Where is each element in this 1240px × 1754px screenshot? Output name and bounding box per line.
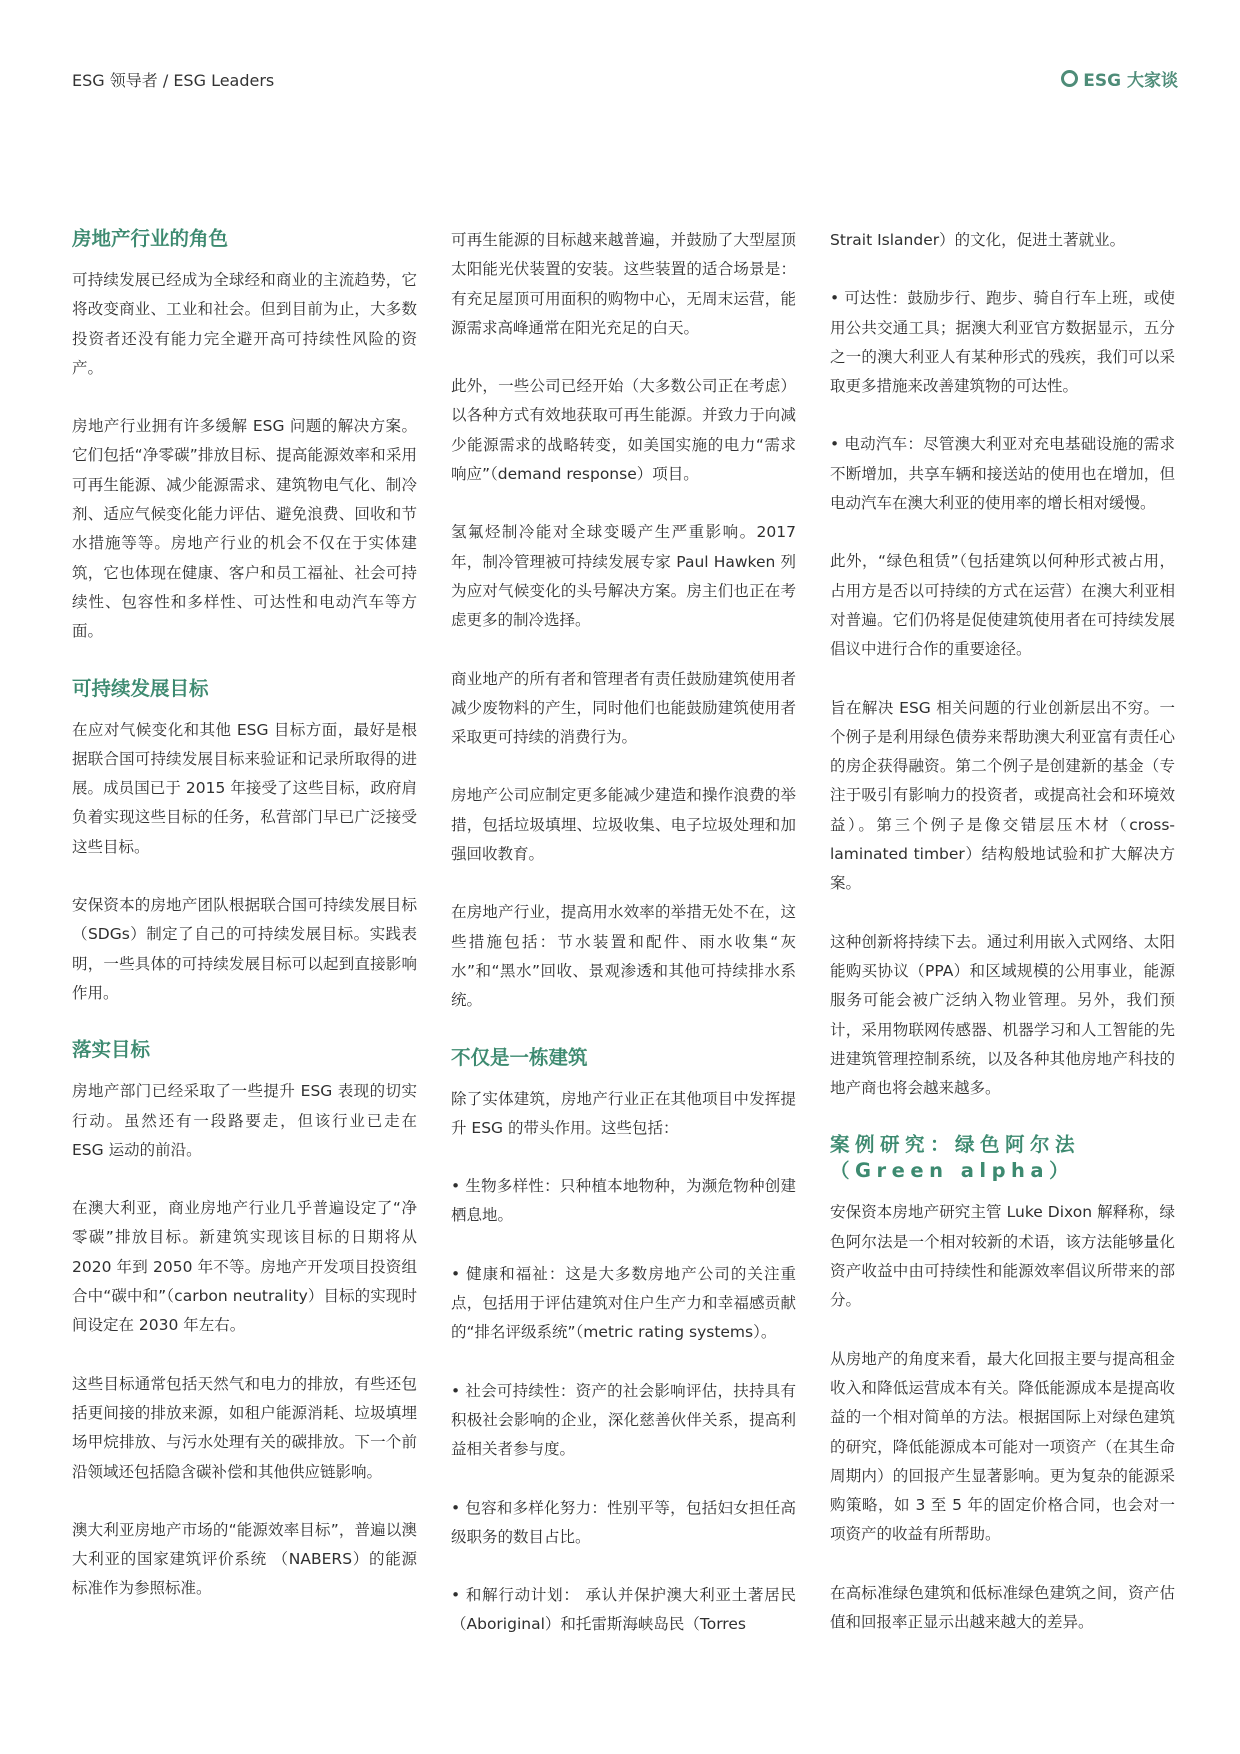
- paragraph: 房地产部门已经采取了一些提升 ESG 表现的切实行动。虽然还有一段路要走，但该行业已走在 ESG 运动的前沿。: [72, 1082, 417, 1159]
- paragraph: 可持续发展已经成为全球经和商业的主流趋势，它将改变商业、工业和社会。但到目前为止，大多数投资者还没有能力完全避开高可持续性风险的资产。: [72, 271, 417, 377]
- paragraph: 安保资本房地产研究主管 Luke Dixon 解释称，绿色阿尔法是一个相对较新的术语，该方法能够量化资产收益中由可持续性和能源效率倡议所带来的部分。: [830, 1203, 1175, 1310]
- brand-logo: [1061, 66, 1178, 91]
- paragraph: 此外，一些公司已经开始（大多数公司正在考虑）以各种方式有效地获取可再生能源。并致力于向减少能源需求的战略转变，如美国实施的电力“需求响应”（demand response）项目。: [451, 377, 796, 484]
- ring-logo-icon: [1061, 70, 1078, 87]
- paragraph: 旨在解决 ESG 相关问题的行业创新层出不穷。一个例子是利用绿色债券来帮助澳大利亚富有责任心的房企获得融资。第二个例子是创建新的基金（专注于吸引有影响力的投资者，或提高社会和环境效益）。第三个例子是像交错层压木材（cross-laminated timber）结构般地试验和扩大解决方案。: [830, 698, 1175, 893]
- paragraph: 在房地产行业，提高用水效率的举措无处不在，这些措施包括：节水装置和配件、雨水收集“灰水”和“黑水”回收、景观渗透和其他可持续排水系统。: [451, 903, 796, 1010]
- paragraph: 从房地产的角度来看，最大化回报主要与提高租金收入和降低运营成本有关。降低能源成本是提高收益的一个相对简单的方法。根据国际上对绿色建筑的研究，降低能源成本可能对一项资产（在其生命周期内）的回报产生显著影响。更为复杂的能源采购策略，如 3 至 5 年的固定价格合同，也会对一项资产的收益有所帮助。: [830, 1349, 1175, 1544]
- paragraph: 在高标准绿色建筑和低标准绿色建筑之间，资产估值和回报率正显示出越来越大的差异。: [830, 1583, 1175, 1631]
- paragraph: 房地产行业拥有许多缓解 ESG 问题的解决方案。它们包括“净零碳”排放目标、提高能源效率和采用可再生能源、减少能源需求、建筑物电气化、制冷剂、适应气候变化能力评估、避免浪费、回收和节水措施等等。房地产行业的机会不仅在于实体建筑，它也体现在健康、客户和员工福祉、社会可持续性、包容性和多样性、可达性和电动汽车等方面。: [72, 417, 417, 641]
- bullet-item: • 健康和福祉：这是大多数房地产公司的关注重点，包括用于评估建筑对住户生产力和幸福感贡献的“排名评级系统”（metric rating systems）。: [451, 1264, 796, 1342]
- paragraph: 商业地产的所有者和管理者有责任鼓励建筑使用者减少废物料的产生，同时他们也能鼓励建筑使用者采取更可持续的消费行为。: [451, 669, 796, 747]
- column-2: [451, 226, 796, 1669]
- bullet-item: • 电动汽车：尽管澳大利亚对充电基础设施的需求不断增加，共享车辆和接送站的使用也在增加，但电动汽车在澳大利亚的使用率的增长相对缓慢。: [830, 435, 1175, 513]
- brand-name: ESG 大家谈: [1083, 71, 1178, 91]
- paragraph: 此外，“绿色租赁”（包括建筑以何种形式被占用，占用方是否以可持续的方式在运营）在澳大利亚相对普遍。它们仍将是促使建筑使用者在可持续发展倡议中进行合作的重要途径。: [830, 552, 1175, 659]
- heading-sustainability-goals: 可持续发展目标: [72, 676, 209, 700]
- heading-case-study: 案例研究：绿色阿尔法（Green alpha）: [830, 1133, 1081, 1183]
- paragraph: 在应对气候变化和其他 ESG 目标方面，最好是根据联合国可持续发展目标来验证和记录所取得的进展。成员国已于 2015 年接受了这些目标，政府肩负着实现这些目标的任务，私营部门早已广泛接受这些目标。: [72, 720, 417, 856]
- column-1: [72, 226, 417, 1633]
- paragraph: 在澳大利亚，商业房地产行业几乎普遍设定了“净零碳”排放目标。新建筑实现该目标的日期将从 2020 年到 2050 年不等。房地产开发项目投资组合中“碳中和”（carbon neutrality）目标的实现时间设定在 2030 年左右。: [72, 1199, 417, 1335]
- bullet-item: • 包容和多样化努力：性别平等，包括妇女担任高级职务的数目占比。: [451, 1498, 796, 1546]
- paragraph: 氢氟烃制冷能对全球变暖产生严重影响。2017 年，制冷管理被可持续发展专家 Paul Hawken 列为应对气候变化的头号解决方案。房主们也正在考虑更多的制冷选择。: [451, 523, 796, 630]
- heading-more-than-building: 不仅是一栋建筑: [451, 1045, 588, 1069]
- paragraph: 可再生能源的目标越来越普遍，并鼓励了大型屋顶太阳能光伏装置的安装。这些装置的适合场景是：有充足屋顶可用面积的购物中心，无周末运营，能源需求高峰通常在阳光充足的白天。: [451, 231, 796, 337]
- paragraph: 澳大利亚房地产市场的“能源效率目标”，普遍以澳大利亚的国家建筑评价系统 （NABERS）的能源标准作为参照标准。: [72, 1520, 417, 1598]
- column-3: [830, 226, 1175, 1666]
- bullet-item: • 生物多样性：只种植本地物种，为濒危物种创建栖息地。: [451, 1177, 796, 1225]
- heading-implement-goals: 落实目标: [72, 1038, 151, 1062]
- paragraph: Strait Islander）的文化，促进土著就业。: [830, 231, 1126, 249]
- bullet-item: • 社会可持续性：资产的社会影响评估，扶持具有积极社会影响的企业，深化慈善伙伴关系，提高利益相关者参与度。: [451, 1381, 796, 1459]
- paragraph: 这种创新将持续下去。通过利用嵌入式网络、太阳能购买协议（PPA）和区域规模的公用事业，能源服务可能会被广泛纳入物业管理。另外，我们预计，采用物联网传感器、机器学习和人工智能的先进建筑管理控制系统，以及各种其他房地产科技的地产商也将会越来越多。: [830, 932, 1175, 1098]
- bullet-item: • 可达性：鼓励步行、跑步、骑自行车上班，或使用公共交通工具；据澳大利亚官方数据显示，五分之一的澳大利亚人有某种形式的残疾，我们可以采取更多措施来改善建筑物的可达性。: [830, 289, 1175, 396]
- running-header-title: ESG 领导者 / ESG Leaders: [72, 71, 275, 90]
- paragraph: 除了实体建筑，房地产行业正在其他项目中发挥提升 ESG 的带头作用。这些包括：: [451, 1089, 796, 1137]
- paragraph: 房地产公司应制定更多能减少建造和操作浪费的举措，包括垃圾填埋、垃圾收集、电子垃圾处理和加强回收教育。: [451, 786, 796, 864]
- heading-real-estate-role: 房地产行业的角色: [72, 227, 229, 250]
- paragraph: 安保资本的房地产团队根据联合国可持续发展目标（SDGs）制定了自己的可持续发展目标。实践表明，一些具体的可持续发展目标可以起到直接影响作用。: [72, 896, 417, 1002]
- bullet-item: • 和解行动计划： 承认并保护澳大利亚土著居民（Aboriginal）和托雷斯海峡岛民（Torres: [451, 1586, 796, 1634]
- paragraph: 这些目标通常包括天然气和电力的排放，有些还包括更间接的排放来源，如租户能源消耗、垃圾填埋场甲烷排放、与污水处理有关的碳排放。下一个前沿领域还包括隐含碳补偿和其他供应链影响。: [72, 1374, 417, 1481]
